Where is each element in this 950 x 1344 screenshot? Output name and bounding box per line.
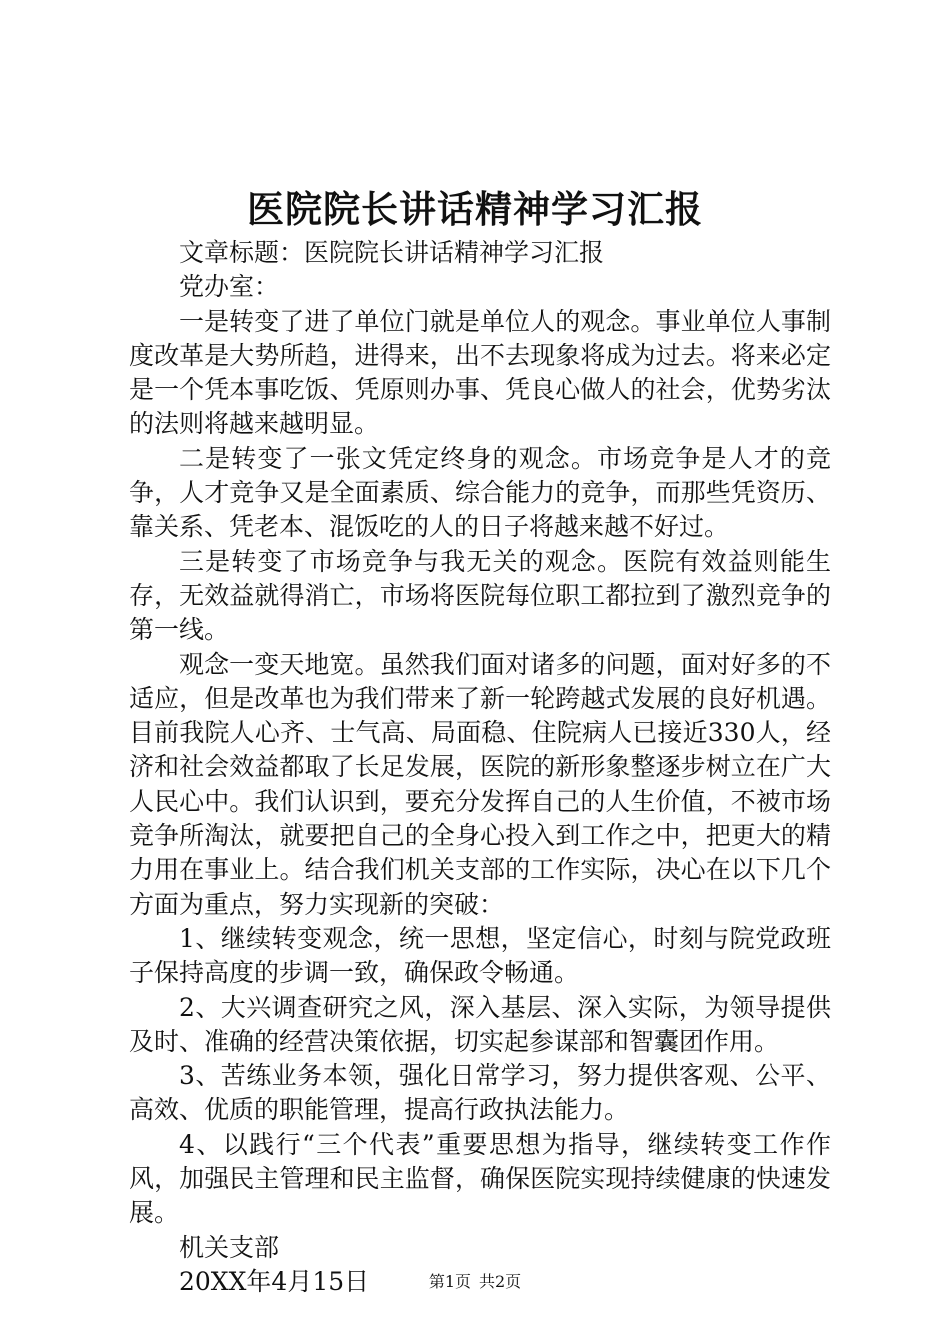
page-total: 共2页 <box>479 1272 522 1291</box>
page-number: 第1页 <box>428 1272 471 1291</box>
list-item-4: 4、以践行“三个代表”重要思想为指导，继续转变工作作风，加强民主管理和民主监督，确保医院实现持续健康的快速发展。 <box>129 1129 831 1228</box>
list-item-1: 1、继续转变观念，统一思想，坚定信心，时刻与院党政班子保持高度的步调一致，确保政令畅通。 <box>129 923 831 988</box>
signature-org: 机关支部 <box>179 1232 280 1262</box>
list-item-2: 2、大兴调查研究之风，深入基层、深入实际，为领导提供及时、准确的经营决策依据，切实起参谋部和智囊团作用。 <box>129 992 831 1056</box>
paragraph-2: 二是转变了一张文凭定终身的观念。市场竞争是人才的竞争，人才竞争又是全面素质、综合能力的竞争，而那些凭资历、靠关系、凭老本、混饭吃的人的日子将越来越不好过。 <box>129 443 831 542</box>
paragraph-3: 三是转变了市场竞争与我无关的观念。医院有效益则能生存，无效益就得消亡，市场将医院每位职工都拉到了激烈竞争的第一线。 <box>129 546 831 645</box>
paragraph-4: 观念一变天地宽。虽然我们面对诸多的问题，面对好多的不适应，但是改革也为我们带来了新一轮跨越式发展的良好机遇。目前我院人心齐、士气高、局面稳、住院病人已接近330人，经济和社会效益都取了长足发展，医院的新形象整逐步树立在广大人民心中。我们认识到，要充分发挥自己的人生价值，不被市场竞争所淘汰，就要把自己的全身心投入到工作之中，把更大的精力用在事业上。结合我们机关支部的工作实际，决心在以下几个方面为重点，努力实现新的突破： <box>129 649 831 919</box>
document-body <box>129 236 831 1299</box>
list-item-3: 3、苦练业务本领，强化日常学习，努力提供客观、公平、高效、优质的职能管理，提高行政执法能力。 <box>129 1061 831 1125</box>
signature-date: 20XX年4月15日 <box>179 1266 370 1296</box>
article-title-line: 文章标题：医院院长讲话精神学习汇报 <box>179 238 605 267</box>
document-title: 医院院长讲话精神学习汇报 <box>247 187 703 231</box>
addressee: 党办室： <box>179 272 280 302</box>
page-footer <box>0 1271 950 1293</box>
paragraph-1: 一是转变了进了单位门就是单位人的观念。事业单位人事制度改革是大势所趋，进得来，出不去现象将成为过去。将来必定是一个凭本事吃饭、凭原则办事、凭良心做人的社会，优势劣汰的法则将越来越明显。 <box>129 306 831 439</box>
